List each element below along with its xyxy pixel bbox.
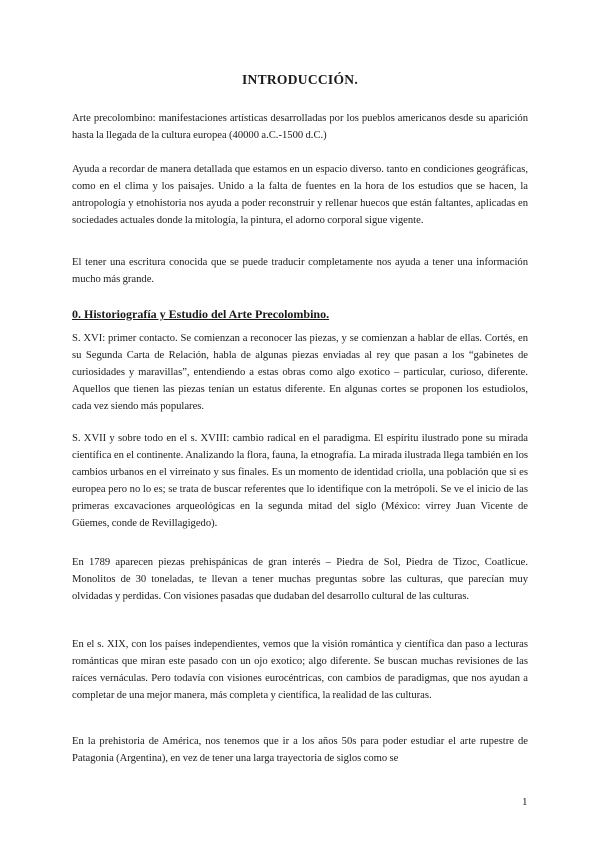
- document-page: [72, 0, 528, 848]
- section-heading: 0. Historiografía y Estudio del Arte Precolombino.: [72, 307, 330, 321]
- intro-paragraph-2: Ayuda a recordar de manera detallada que estamos en un espacio diverso. tanto en condiciones geográficas, como en el clima y los paisajes. Unido a la falta de fuentes en la hora de los estudios que se hacen, la antropología y etnohistoria nos ayuda a poder reconstruir y rellenar huecos que están faltantes, aplicadas en sociedades actuales donde la mitología, la pintura, el adorno corporal sigue vigente.: [72, 164, 528, 226]
- page-title: INTRODUCCIÓN.: [241, 72, 359, 87]
- section-paragraph-4: En el s. XIX, con los países independientes, vemos que la visión romántica y científica dan paso a lecturas románticas que miran este pasado con un ojo exotico; algo diferente. Se buscan muchas revisiones de las raíces vernáculas. Pero todavía con visiones eurocéntricas, con cambios de paradigmas, que nos ayudan a completar de una mejor manera, más completa y científica, la realidad de las culturas.: [72, 639, 528, 701]
- page-number: 1: [522, 796, 528, 808]
- intro-paragraph-1: Arte precolombino: manifestaciones artísticas desarrolladas por los pueblos americanos desde su aparición hasta la llegada de la cultura europea (40000 a.C.-1500 d.C.): [72, 113, 528, 141]
- section-paragraph-5: En la prehistoria de América, nos tenemos que ir a los años 50s para poder estudiar el arte rupestre de Patagonia (Argentina), en vez de tener una larga trayectoria de siglos como se: [72, 736, 528, 764]
- section-paragraph-3: En 1789 aparecen piezas prehispánicas de gran interés – Piedra de Sol, Piedra de Tizoc, Coatlicue. Monolitos de 30 toneladas, te llevan a tener muchas preguntas sobre las culturas, que parecían muy olvidadas y perdidas. Con visiones pasadas que dudaban del desarrollo cultural de las culturas.: [72, 557, 528, 602]
- intro-paragraph-3: El tener una escritura conocida que se puede traducir completamente nos ayuda a tener una información mucho más grande.: [72, 257, 528, 285]
- section-paragraph-2: S. XVII y sobre todo en el s. XVIII: cambio radical en el paradigma. El espíritu ilustrado pone su mirada científica en el continente. Analizando la flora, fauna, la etnografía. La mirada ilustrada llega también en los cambios urbanos en el virreinato y sus finales. Es un momento de identidad criolla, una población que si es europea pero no lo es; se trata de buscar referentes que lo identifique con la metrópoli. Se ve el inicio de las primeras excavaciones arqueológicas en la segunda mitad del siglo (México: virrey Juan Vicente de Güemes, conde de Revillagigedo).: [72, 433, 528, 529]
- section-paragraph-1: S. XVI: primer contacto. Se comienzan a reconocer las piezas, y se comienzan a hablar de ellas. Cortés, en su Segunda Carta de Relación, habla de algunas piezas enviadas al rey que pasan a los “gabinetes de curiosidades y maravillas”, entendiendo a estas obras como algo exotico – particular, curioso, diferente. Aquellos que tienen las piezas tenían un estatus diferente. En algunas cortes se proponen los estudiolos, cada vez siendo más populares.: [72, 333, 528, 412]
